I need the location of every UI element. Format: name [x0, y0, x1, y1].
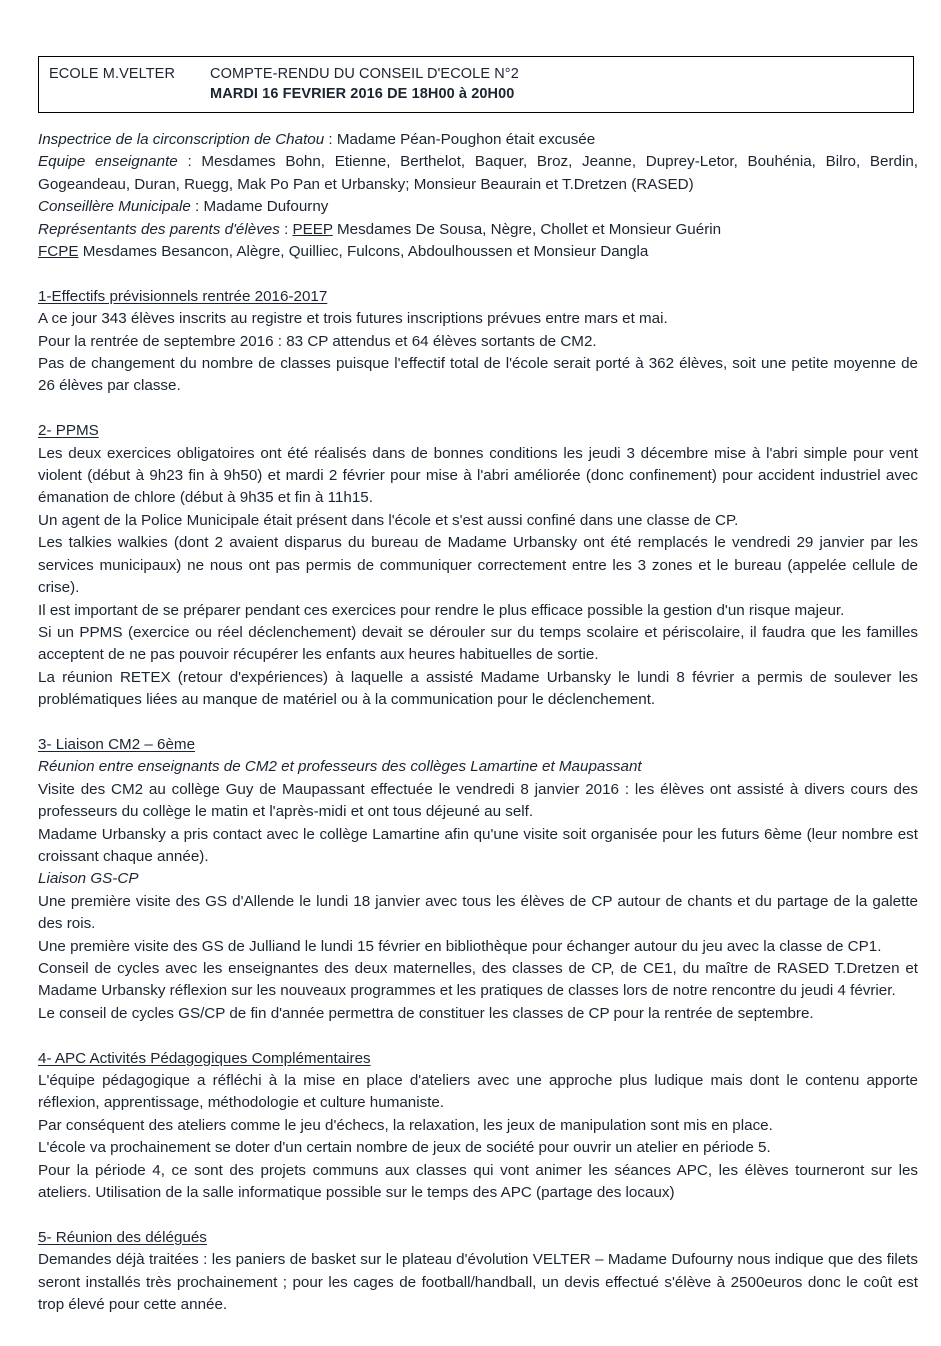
section-2-paragraph-6: La réunion RETEX (retour d'expériences) à laquelle a assisté Madame Urbansky le lundi 8 février a permis de soulever les problématiques liées au manque de matériel ou à la communication pour le déclenchement.	[38, 668, 918, 709]
attendance-inspectrice-value: : Madame Péan-Poughon était excusée	[324, 131, 596, 148]
attendance-peep-value: Mesdames De Sousa, Nègre, Chollet et Monsieur Guérin	[332, 220, 722, 238]
attendance-conseillere-label: Conseillère Municipale	[38, 198, 191, 216]
section-2-paragraph-4: Il est important de se préparer pendant ces exercices pour rendre le plus efficace possible la gestion d'un risque majeur.	[38, 601, 845, 619]
attendance-conseillere-value: : Madame Dufourny	[190, 198, 329, 216]
spacer	[38, 1025, 918, 1047]
section-3-paragraph-6: Le conseil de cycles GS/CP de fin d'année permettra de constituer les classes de CP pour la rentrée de septembre.	[38, 1004, 814, 1022]
section-2-paragraph-1: Les deux exercices obligatoires ont été réalisés dans de bonnes conditions les jeudi 3 décembre mise à l'abri simple pour vent violent (début à 9h23 fin à 9h50) et mardi 2 février pour mise à l'abri améliorée (donc confinement) pour accident industriel avec émanation de chlore (début à 9h35 et fin à 11h15.	[38, 444, 918, 507]
document-body	[38, 129, 918, 1316]
attendance-representants-label: Représentants des parents d'élèves	[38, 220, 280, 238]
header-titles	[175, 64, 903, 104]
section-4-paragraph-4: Pour la période 4, ce sont des projets communs aux classes qui vont animer les séances APC, les élèves tourneront sur les ateliers. Utilisation de la salle informatique possible sur le temps des APC (partage des locaux)	[38, 1161, 918, 1202]
section-4-paragraph-1: L'équipe pédagogique a réfléchi à la mise en place d'ateliers avec une approche plus ludique mais dont le contenu apporte réflexion, apprentissage, méthodologie et culture humaniste.	[38, 1072, 918, 1112]
attendance-equipe-label: Equipe enseignante	[38, 153, 178, 171]
section-5-delegues	[38, 1227, 918, 1317]
spacer	[38, 1204, 918, 1226]
section-1-paragraph-3: Pas de changement du nombre de classes puisque l'effectif total de l'école serait porté à 362 élèves, soit une petite moyenne de 26 élèves par classe.	[38, 355, 918, 395]
document-date-time: MARDI 16 FEVRIER 2016 DE 18H00 à 20H00	[210, 86, 515, 102]
section-1-effectifs	[38, 286, 918, 398]
spacer	[38, 263, 918, 285]
attendance-conseillere	[38, 196, 918, 218]
document-title: COMPTE-RENDU DU CONSEIL D'ECOLE N°2	[210, 66, 519, 82]
document-header-box	[38, 56, 914, 113]
attendance-equipe	[38, 151, 918, 196]
spacer	[38, 398, 918, 420]
section-2-paragraph-3: Les talkies walkies (dont 2 avaient disparus du bureau de Madame Urbansky ont été remplacés le vendredi 29 janvier par les services municipaux) ne nous ont pas permis de communiquer correctement entre les 3 zones et le bureau (appelée cellule de crise).	[38, 534, 918, 597]
attendance-peep-label: PEEP	[292, 220, 333, 238]
section-3-paragraph-3: Une première visite des GS d'Allende le lundi 18 janvier avec tous les élèves de CP autour de chants et du partage de la galette des rois.	[38, 892, 918, 933]
section-3-subtitle-2: Liaison GS-CP	[38, 870, 139, 888]
section-4-paragraph-2: Par conséquent des ateliers comme le jeu d'échecs, la relaxation, les jeux de manipulation sont mis en place.	[38, 1116, 773, 1134]
spacer	[38, 712, 918, 734]
attendance-inspectrice	[38, 129, 918, 151]
section-3-paragraph-1: Visite des CM2 au collège Guy de Maupassant effectuée le vendredi 8 janvier 2016 : les élèves ont assisté à divers cours des professeurs du collège le matin et l'après-midi et ont tous déjeuné au self.	[38, 780, 918, 821]
attendance-fcpe-value: Mesdames Besancon, Alègre, Quilliec, Fulcons, Abdoulhoussen et Monsieur Dangla	[78, 243, 649, 261]
attendance-inspectrice-label: Inspectrice de la circonscription de Chatou	[38, 131, 325, 148]
section-2-ppms	[38, 420, 918, 711]
section-3-subtitle: Réunion entre enseignants de CM2 et professeurs des collèges Lamartine et Maupassant	[38, 758, 642, 776]
section-4-apc	[38, 1048, 918, 1205]
section-2-paragraph-5: Si un PPMS (exercice ou réel déclenchement) devait se dérouler sur du temps scolaire et périscolaire, il faudra que les familles acceptent de ne pas pouvoir récupérer les enfants aux heures habituelles de sortie.	[38, 623, 918, 664]
school-name: ECOLE M.VELTER	[49, 66, 176, 82]
section-1-paragraph-2: Pour la rentrée de septembre 2016 : 83 CP attendus et 64 élèves sortants de CM2.	[38, 332, 597, 350]
section-3-liaison	[38, 734, 918, 1025]
section-3-heading: 3- Liaison CM2 – 6ème	[38, 735, 196, 753]
attendance-fcpe	[38, 241, 918, 263]
section-2-paragraph-2: Un agent de la Police Municipale était présent dans l'école et s'est aussi confiné dans une classe de CP.	[38, 511, 739, 529]
attendance-representants-sep: :	[279, 220, 293, 238]
attendance-fcpe-label: FCPE	[38, 243, 79, 261]
section-3-paragraph-2: Madame Urbansky a pris contact avec le collège Lamartine afin qu'une visite soit organisée pour les futurs 6ème (leur nombre est croissant chaque année).	[38, 825, 918, 865]
section-1-heading: 1-Effectifs prévisionnels rentrée 2016-2017	[38, 287, 328, 305]
section-4-paragraph-3: L'école va prochainement se doter d'un certain nombre de jeux de société pour ouvrir un atelier en période 5.	[38, 1139, 771, 1157]
section-4-heading: 4- APC Activités Pédagogiques Complémentaires	[38, 1049, 371, 1067]
section-5-paragraph-1: Demandes déjà traitées : les paniers de basket sur le plateau d'évolution VELTER – Madame Dufourny nous indique que des filets seront installés très prochainement ; pour les cages de football/handball, un devis effectué s'élève à 2500euros donc le coût est trop élevé pour cette année.	[38, 1251, 918, 1314]
section-3-paragraph-4: Une première visite des GS de Julliand le lundi 15 février en bibliothèque pour échanger autour du jeu avec la classe de CP1.	[38, 937, 882, 955]
attendance-block	[38, 129, 918, 263]
section-5-heading: 5- Réunion des délégués	[38, 1228, 207, 1246]
section-2-heading: 2- PPMS	[38, 422, 99, 440]
attendance-equipe-value: : Mesdames Bohn, Etienne, Berthelot, Baquer, Broz, Jeanne, Duprey-Letor, Bouhénia, Bilro, Berdin, Gogeandeau, Duran, Ruegg, Mak Po Pan et Urbansky; Monsieur Beaurain et T.Dretzen (RASED)	[38, 153, 918, 193]
section-3-paragraph-5: Conseil de cycles avec les enseignantes des deux maternelles, des classes de CP, de CE1, du maître de RASED T.Dretzen et Madame Urbansky réflexion sur les nouveaux programmes et les pratiques de classes lors de notre rencontre du jeudi 4 février.	[38, 959, 918, 1000]
attendance-representants	[38, 219, 918, 241]
section-1-paragraph-1: A ce jour 343 élèves inscrits au registre et trois futures inscriptions prévues entre mars et mai.	[38, 310, 668, 328]
